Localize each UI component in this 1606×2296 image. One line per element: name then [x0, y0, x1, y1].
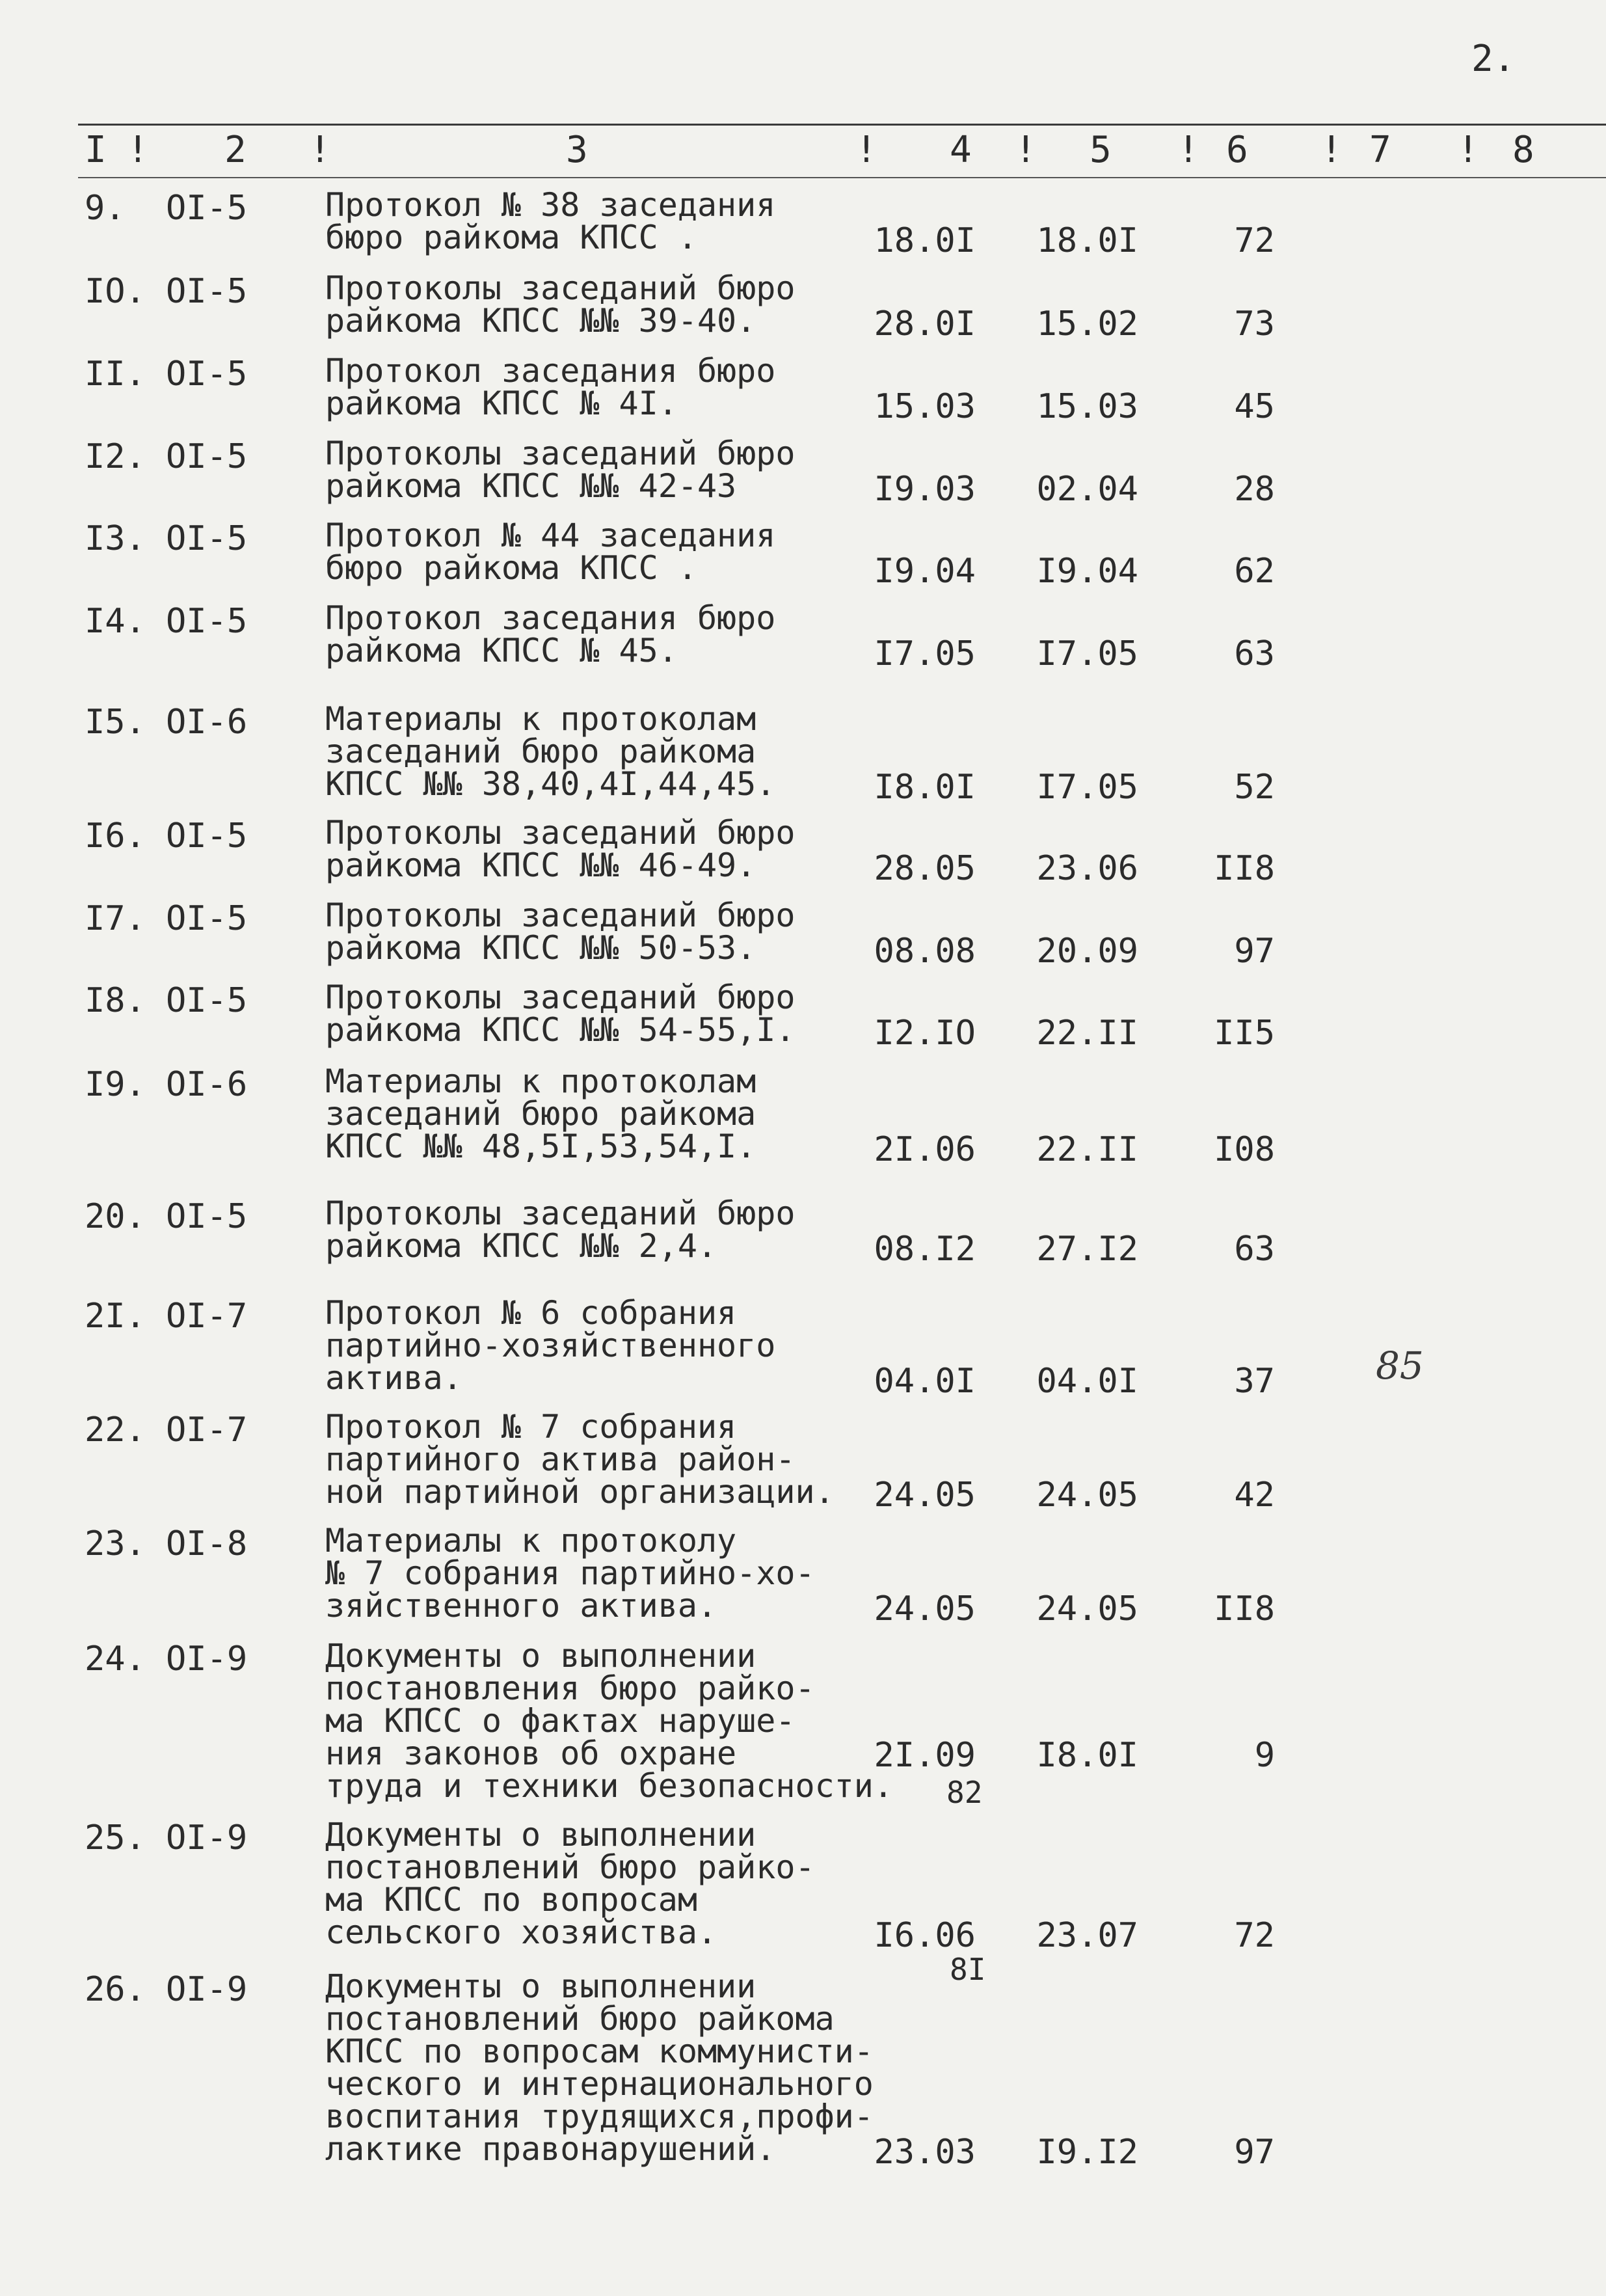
sheet-count: 73: [1234, 304, 1275, 344]
item-title: Протоколы заседаний бюро райкома КПСС №№ 39-40.: [325, 269, 796, 340]
header-rule-bottom: [78, 177, 1606, 178]
start-date: 28.0I: [874, 304, 976, 344]
item-number: 22.: [85, 1411, 146, 1450]
item-number: 2I.: [85, 1297, 146, 1336]
col-separator: !: [1457, 129, 1479, 171]
index-code: OI-5: [166, 189, 248, 228]
start-date: I8.0I: [874, 768, 976, 807]
start-date: 24.05: [874, 1589, 976, 1628]
sheet-count: 37: [1234, 1362, 1275, 1401]
item-title: Протокол № 6 собрания партийно-хозяйственного актива.: [325, 1294, 776, 1397]
item-title: Материалы к протоколу № 7 собрания партийно-хо- зяйственного актива.: [325, 1522, 815, 1625]
item-title: Протокол № 38 заседания бюро райкома КПСС .: [325, 186, 776, 256]
index-code: OI-7: [166, 1411, 248, 1450]
col-separator: !: [855, 129, 877, 171]
end-date: 24.05: [1036, 1476, 1138, 1515]
index-code: OI-5: [166, 1197, 248, 1236]
index-code: OI-5: [166, 817, 248, 856]
col-header-7: 7: [1369, 129, 1391, 171]
col-header-3: 3: [566, 129, 588, 171]
col-separator: !: [1177, 129, 1199, 171]
start-date: 15.03: [874, 387, 976, 426]
item-title: Протокол заседания бюро райкома КПСС № 4I.: [325, 352, 776, 422]
item-number: 23.: [85, 1524, 146, 1563]
start-date: I6.06: [874, 1916, 976, 1955]
start-date: 18.0I: [874, 221, 976, 260]
item-title: Протоколы заседаний бюро райкома КПСС №№ 42-43: [325, 435, 796, 505]
end-date: I7.05: [1036, 768, 1138, 807]
col-separator: !: [1320, 129, 1343, 171]
item-number: I4.: [85, 602, 146, 641]
index-code: OI-5: [166, 981, 248, 1020]
item-title: Протоколы заседаний бюро райкома КПСС №№ 46-49.: [325, 814, 796, 884]
item-number: 20.: [85, 1197, 146, 1236]
item-title: Протоколы заседаний бюро райкома КПСС №№ 2,4.: [325, 1195, 796, 1265]
handwritten-note-85: 85: [1376, 1344, 1424, 1388]
index-code: OI-7: [166, 1297, 248, 1336]
sheet-count: 97: [1234, 2133, 1275, 2172]
sheet-count: 28: [1234, 470, 1275, 509]
col-header-8: 8: [1512, 129, 1534, 171]
end-date: 20.09: [1036, 932, 1138, 971]
col-separator: !: [309, 129, 331, 171]
item-title: Документы о выполнении постановлений бюро райкома КПСС по вопросам коммунисти- ческого и интернационального воспитания трудящихся,профи- лактике правонарушений.: [325, 1967, 874, 2168]
item-title: Протокол № 7 собрания партийного актива район- ной партийной организации.: [325, 1408, 835, 1511]
item-number: I8.: [85, 981, 146, 1020]
item-title: Материалы к протоколам заседаний бюро райкома КПСС №№ 38,40,4I,44,45.: [325, 700, 776, 803]
end-date: 22.II: [1036, 1014, 1138, 1053]
col-header-5: 5: [1090, 129, 1112, 171]
item-number: 26.: [85, 1970, 146, 2009]
end-date: 24.05: [1036, 1589, 1138, 1628]
col-header-4: 4: [950, 129, 972, 171]
start-date: 23.03: [874, 2133, 976, 2172]
start-date: 24.05: [874, 1476, 976, 1515]
header-rule-top: [78, 124, 1606, 126]
start-date: I9.04: [874, 552, 976, 591]
sheet-count: 62: [1234, 552, 1275, 591]
end-date: 23.07: [1036, 1916, 1138, 1955]
col-separator: !: [127, 129, 149, 171]
sheet-count: 42: [1234, 1476, 1275, 1515]
page-number: 2.: [1471, 38, 1516, 80]
start-date: 08.08: [874, 932, 976, 971]
end-date: 15.02: [1036, 304, 1138, 344]
item-number: I3.: [85, 519, 146, 558]
item-title: Материалы к протоколам заседаний бюро райкома КПСС №№ 48,5I,53,54,I.: [325, 1062, 756, 1165]
item-number: I6.: [85, 817, 146, 856]
col-separator: !: [1015, 129, 1037, 171]
item-title: Документы о выполнении постановлений бюро райко- ма КПСС по вопросам сельского хозяйства.: [325, 1816, 815, 1951]
item-number: 25.: [85, 1818, 146, 1857]
index-code: OI-9: [166, 1640, 248, 1679]
end-date: I7.05: [1036, 634, 1138, 673]
year-note-81: 8I: [950, 1952, 986, 1987]
item-number: I9.: [85, 1065, 146, 1104]
item-number: IO.: [85, 272, 146, 311]
end-date: I9.I2: [1036, 2133, 1138, 2172]
sheet-count: 97: [1234, 932, 1275, 971]
start-date: 08.I2: [874, 1230, 976, 1269]
index-code: OI-5: [166, 437, 248, 476]
sheet-count: II8: [1214, 1589, 1275, 1628]
sheet-count: 63: [1234, 634, 1275, 673]
item-number: I2.: [85, 437, 146, 476]
sheet-count: I08: [1214, 1130, 1275, 1169]
start-date: 28.05: [874, 849, 976, 888]
start-date: I7.05: [874, 634, 976, 673]
index-code: OI-9: [166, 1970, 248, 2009]
start-date: 2I.09: [874, 1736, 976, 1775]
index-code: OI-9: [166, 1818, 248, 1857]
sheet-count: 45: [1234, 387, 1275, 426]
index-code: OI-6: [166, 703, 248, 742]
item-number: II.: [85, 355, 146, 394]
start-date: 2I.06: [874, 1130, 976, 1169]
end-date: 22.II: [1036, 1130, 1138, 1169]
start-date: I2.IO: [874, 1014, 976, 1053]
end-date: I8.0I: [1036, 1736, 1138, 1775]
item-title: Протокол заседания бюро райкома КПСС № 45.: [325, 599, 776, 669]
end-date: 23.06: [1036, 849, 1138, 888]
index-code: OI-8: [166, 1524, 248, 1563]
index-code: OI-6: [166, 1065, 248, 1104]
index-code: OI-5: [166, 272, 248, 311]
index-code: OI-5: [166, 519, 248, 558]
sheet-count: 72: [1234, 221, 1275, 260]
end-date: 04.0I: [1036, 1362, 1138, 1401]
col-header-6: 6: [1226, 129, 1248, 171]
end-date: 15.03: [1036, 387, 1138, 426]
end-date: 27.I2: [1036, 1230, 1138, 1269]
end-date: 18.0I: [1036, 221, 1138, 260]
item-number: I5.: [85, 703, 146, 742]
end-date: I9.04: [1036, 552, 1138, 591]
col-header-1: I: [85, 129, 107, 171]
year-note-82: 82: [946, 1775, 983, 1810]
item-title: Протоколы заседаний бюро райкома КПСС №№ 50-53.: [325, 897, 796, 967]
index-code: OI-5: [166, 355, 248, 394]
sheet-count: 52: [1234, 768, 1275, 807]
sheet-count: II5: [1214, 1014, 1275, 1053]
col-header-2: 2: [224, 129, 247, 171]
index-code: OI-5: [166, 899, 248, 938]
start-date: 04.0I: [874, 1362, 976, 1401]
sheet-count: 9: [1254, 1736, 1275, 1775]
sheet-count: 72: [1234, 1916, 1275, 1955]
end-date: 02.04: [1036, 470, 1138, 509]
item-title: Протоколы заседаний бюро райкома КПСС №№ 54-55,I.: [325, 979, 796, 1049]
item-number: 9.: [85, 189, 126, 228]
item-title: Протокол № 44 заседания бюро райкома КПСС .: [325, 517, 776, 587]
index-code: OI-5: [166, 602, 248, 641]
item-title: Документы о выполнении постановления бюро райко- ма КПСС о фактах наруше- ния законов об охране труда и техники безопасности.: [325, 1637, 893, 1805]
item-number: I7.: [85, 899, 146, 938]
item-number: 24.: [85, 1640, 146, 1679]
start-date: I9.03: [874, 470, 976, 509]
sheet-count: 63: [1234, 1230, 1275, 1269]
sheet-count: II8: [1214, 849, 1275, 888]
